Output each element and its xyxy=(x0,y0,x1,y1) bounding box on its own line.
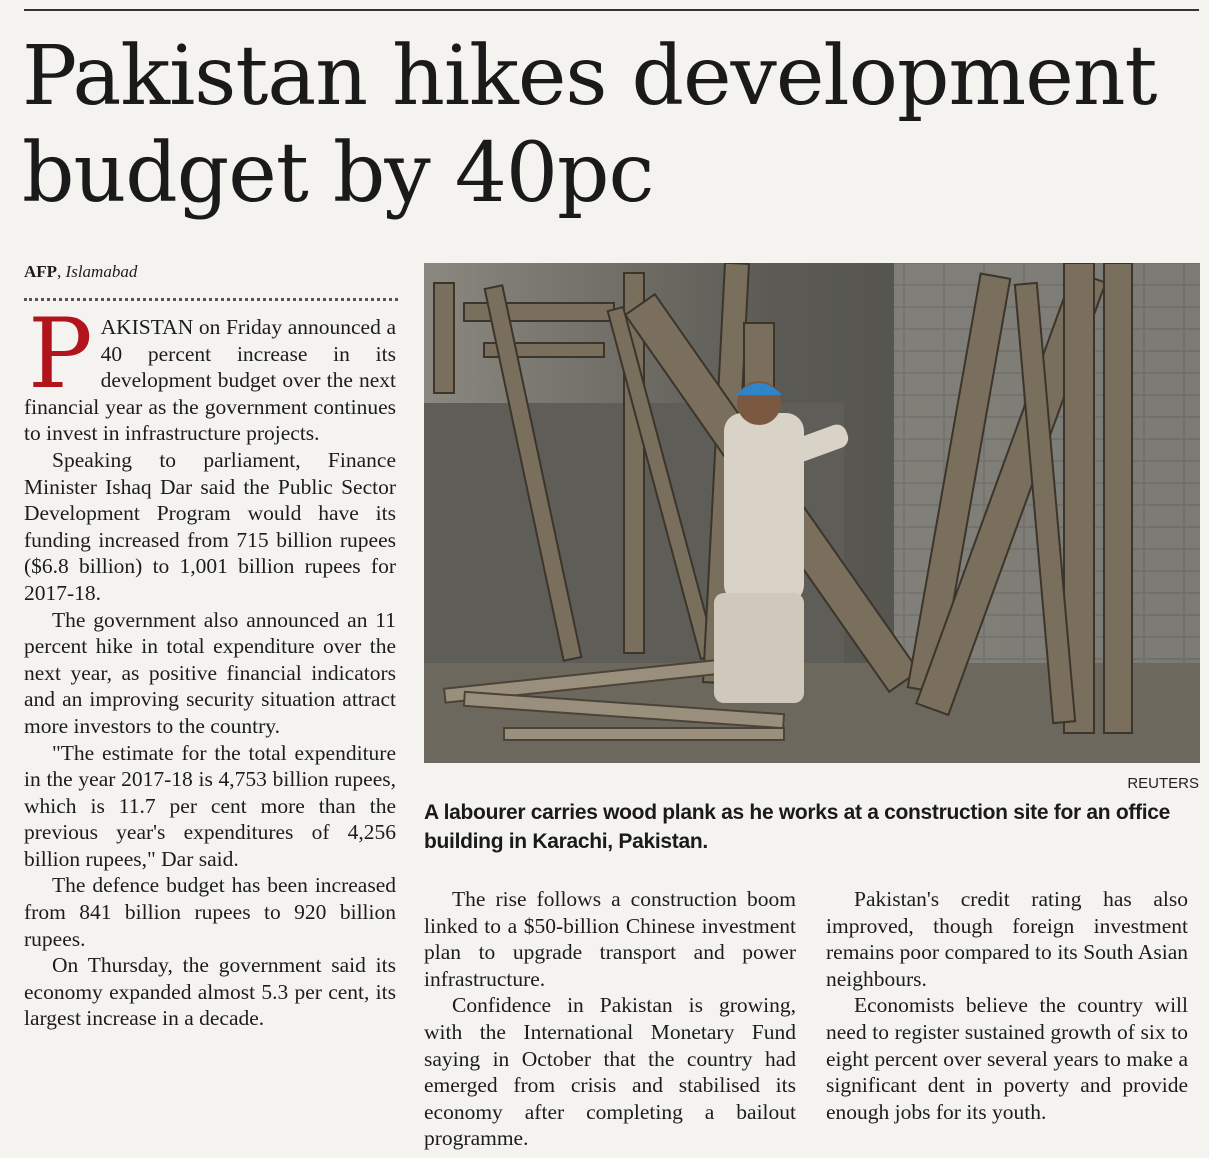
headline-line-2: budget by 40pc xyxy=(22,126,654,221)
byline: AFP, Islamabad xyxy=(24,262,138,281)
byline-location: Islamabad xyxy=(65,262,138,281)
article-paragraph: "The estimate for the total expenditure in the year 2017-18 is 4,753 billion rupees, which is 11.7 per cent more than the previous year's expenditures of 4,256 billion rupees," Dar said. xyxy=(24,740,396,871)
news-photo xyxy=(424,263,1200,763)
article-paragraph xyxy=(24,298,396,447)
headline xyxy=(22,28,1202,222)
top-rule xyxy=(24,9,1199,11)
article-paragraph: Confidence in Pakistan is growing, with the International Monetary Fund saying in October that the country had emerged from crisis and stabilised its economy after completing a bailout programme. xyxy=(424,993,796,1151)
headline-line-1: Pakistan hikes development xyxy=(22,29,1157,124)
article-column-1 xyxy=(24,298,396,1032)
article-paragraph-text: AKISTAN on Friday announced a 40 percent increase in its development budget over the next financial year as the government continues to invest in infrastructure projects. xyxy=(24,315,396,446)
article-paragraph: Pakistan's credit rating has also improved, though foreign investment remains poor compared to its South Asian neighbours. xyxy=(826,887,1188,991)
byline-agency: AFP xyxy=(24,262,58,281)
construction-site-photo xyxy=(424,263,1200,763)
article-paragraph: The government also announced an 11 percent hike in total expenditure over the next year, as positive financial indicators and an improving security situation attract more investors to the country. xyxy=(24,607,396,738)
article-column-2 xyxy=(424,886,796,1152)
article-paragraph: Economists believe the country will need to register sustained growth of six to eight percent over several years to make a significant dent in poverty and provide enough jobs for its youth. xyxy=(826,993,1188,1124)
article-paragraph: The rise follows a construction boom linked to a $50-billion Chinese investment plan to upgrade transport and power infrastructure. xyxy=(424,887,796,991)
article-column-3 xyxy=(826,886,1188,1125)
photo-caption: A labourer carries wood plank as he works at a construction site for an office building in Karachi, Pakistan. xyxy=(424,801,1171,853)
article-paragraph: On Thursday, the government said its economy expanded almost 5.3 per cent, its largest increase in a decade. xyxy=(24,953,396,1031)
photo-credit: REUTERS xyxy=(1127,775,1199,792)
drop-cap: P xyxy=(28,298,93,410)
article-paragraph: Speaking to parliament, Finance Minister Ishaq Dar said the Public Sector Development Program would have its funding increased from 715 billion rupees ($6.8 billion) to 1,001 billion rupees for 2017-18. xyxy=(24,447,396,605)
article-paragraph: The defence budget has been increased from 841 billion rupees to 920 billion rupees. xyxy=(24,873,396,951)
